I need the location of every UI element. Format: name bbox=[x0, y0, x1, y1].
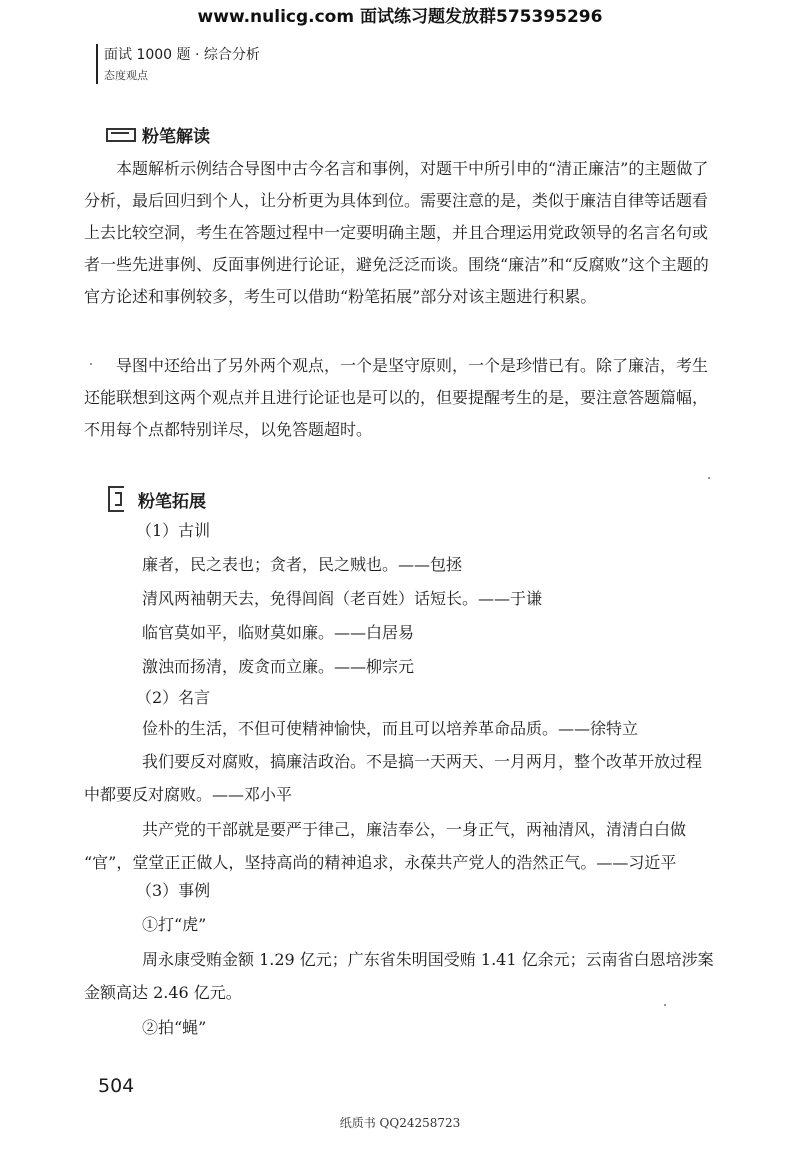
header-divider bbox=[96, 44, 98, 84]
expansion-heading-text: 粉笔拓展 bbox=[138, 491, 206, 512]
expansion-heading bbox=[108, 486, 206, 512]
scan-speck bbox=[708, 477, 710, 479]
scan-speck bbox=[664, 1004, 666, 1006]
analysis-paragraph-1 bbox=[84, 153, 720, 313]
analysis-p2-text: 导图中还给出了另外两个观点，一个是坚守原则，一个是珍惜已有。除了廉洁，考生还能联想到这两个观点并且进行论证也是可以的，但要提醒考生的是，要注意答题篇幅，不用每个点都特别详尽，以免答题超时。 bbox=[84, 356, 709, 439]
top-banner: www.nulicg.com 面试练习题发放群575395296 bbox=[197, 7, 603, 27]
ancient-quote: 激浊而扬清，废贪而立廉。——柳宗元 bbox=[142, 657, 415, 676]
book-title: 面试 1000 题 · 综合分析 bbox=[104, 47, 260, 63]
famous-quote-continued: “官”，堂堂正正做人，坚持高尚的精神追求，永葆共产党人的浩然正气。——习近平 bbox=[84, 853, 677, 872]
analysis-heading-text: 粉笔解读 bbox=[142, 127, 210, 147]
case-heading: ②拍“蝇” bbox=[142, 1018, 207, 1037]
case-text: 周永康受贿金额 1.29 亿元；广东省朱明国受贿 1.41 亿余元；云南省白恩培涉案 bbox=[142, 950, 714, 969]
famous-quote: 俭朴的生活，不但可使精神愉快，而且可以培养革命品质。——徐特立 bbox=[142, 719, 639, 738]
case-text-continued: 金额高达 2.46 亿元。 bbox=[84, 983, 242, 1002]
bracket-icon bbox=[108, 486, 124, 512]
label-icon bbox=[106, 128, 136, 142]
analysis-p1-text: 本题解析示例结合导图中古今名言和事例，对题干中所引申的“清正廉洁”的主题做了分析，最后回归到个人，让分析更为具体到位。需要注意的是，类似于廉洁自律等话题看上去比较空洞，考生在答题过程中一定要明确主题，并且合理运用党政领导的名言名句或者一些先进事例、反面事例进行论证，避免泛泛而谈。围绕“廉洁”和“反腐败”这个主题的官方论述和事例较多，考生可以借助“粉笔拓展”部分对该主题进行积累。 bbox=[84, 159, 709, 306]
footer-note: 纸质书 QQ24258723 bbox=[339, 1116, 461, 1130]
case-heading: ①打“虎” bbox=[142, 915, 207, 934]
analysis-heading bbox=[106, 122, 210, 147]
book-subtitle: 态度观点 bbox=[104, 69, 148, 82]
famous-quote: 我们要反对腐败，搞廉洁政治。不是搞一天两天、一月两月，整个改革开放过程 bbox=[142, 752, 703, 771]
famous-quote: 共产党的干部就是要严于律己，廉洁奉公，一身正气，两袖清风，清清白白做 bbox=[142, 820, 687, 839]
ancient-quote: 廉者，民之表也；贪者，民之贼也。——包拯 bbox=[142, 555, 463, 574]
page-number: 504 bbox=[98, 1075, 135, 1097]
scan-speck bbox=[90, 363, 92, 365]
famous-quote-continued: 中都要反对腐败。——邓小平 bbox=[84, 785, 293, 804]
ancient-quote: 清风两袖朝天去，免得闾阎（老百姓）话短长。——于谦 bbox=[142, 589, 543, 608]
subsection-title-quotes: （2）名言 bbox=[136, 688, 211, 707]
subsection-title-cases: （3）事例 bbox=[136, 881, 211, 900]
subsection-title-ancient: （1）古训 bbox=[136, 521, 211, 540]
ancient-quote: 临官莫如平，临财莫如廉。——白居易 bbox=[142, 623, 415, 642]
analysis-paragraph-2 bbox=[84, 350, 720, 446]
